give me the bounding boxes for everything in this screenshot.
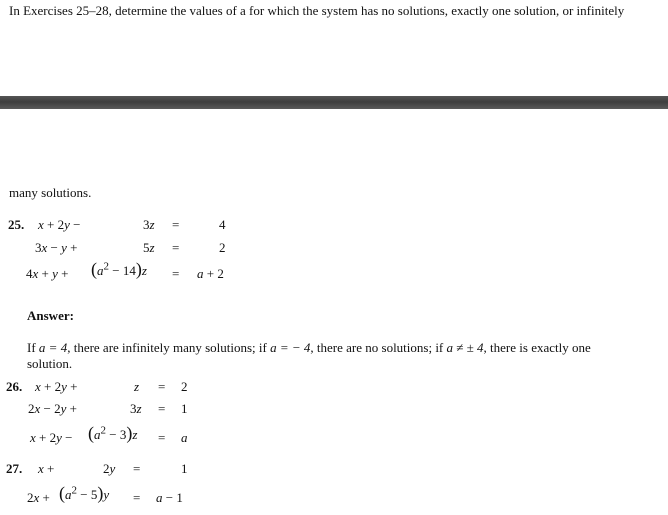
equals-sign: = bbox=[158, 401, 166, 416]
answer-condition: a = − 4 bbox=[270, 340, 311, 355]
equation-term: 2x + bbox=[27, 490, 50, 505]
equation-rhs: 1 bbox=[181, 461, 188, 476]
answer-segment: solution. bbox=[27, 356, 73, 371]
answer-segment: , there is exactly one bbox=[483, 340, 591, 355]
equation-term: 4x + y + bbox=[26, 266, 69, 281]
answer-label: Answer: bbox=[27, 308, 74, 323]
equals-sign: = bbox=[158, 430, 166, 445]
equation-rhs: a + 2 bbox=[197, 266, 224, 281]
continuation-text: many solutions. bbox=[9, 185, 92, 200]
exercise-number: 26. bbox=[6, 379, 23, 394]
equation-rhs: 4 bbox=[219, 217, 226, 232]
answer-segment: , there are infinitely many solutions; if bbox=[67, 340, 271, 355]
equation-term: 2y bbox=[103, 461, 116, 476]
equation-rhs: a − 1 bbox=[156, 490, 183, 505]
equation-term: x + bbox=[38, 461, 55, 476]
equals-sign: = bbox=[172, 240, 180, 255]
equation-rhs: 2 bbox=[181, 379, 188, 394]
equation-term: 3z bbox=[143, 217, 155, 232]
answer-condition: a = 4 bbox=[38, 340, 68, 355]
exercise-number: 27. bbox=[6, 461, 23, 476]
answer-text bbox=[27, 340, 591, 372]
equation-term: $(a^2 - 14)z$ bbox=[91, 259, 147, 279]
answer-segment: If bbox=[27, 340, 39, 355]
equation-term: $(a^2 - 3)z$ bbox=[88, 423, 138, 443]
equation-rhs: a bbox=[181, 430, 188, 445]
equals-sign: = bbox=[172, 217, 180, 232]
equation-term: z bbox=[134, 379, 140, 394]
equation-term: 3z bbox=[130, 401, 142, 416]
equals-sign: = bbox=[172, 266, 180, 281]
equals-sign: = bbox=[133, 461, 141, 476]
equals-sign: = bbox=[158, 379, 166, 394]
answer-condition: a ≠ ± 4 bbox=[446, 340, 484, 355]
exercise-number: 25. bbox=[8, 217, 25, 232]
equation-term: x + 2y − bbox=[30, 430, 73, 445]
equation-rhs: 2 bbox=[219, 240, 226, 255]
page-divider bbox=[0, 96, 668, 109]
equation-term: $(a^2 - 5)y$ bbox=[59, 483, 110, 503]
equation-term: x + 2y + bbox=[35, 379, 78, 394]
equation-term: 3x − y + bbox=[35, 240, 78, 255]
equation-term: 5z bbox=[143, 240, 155, 255]
equation-term: 2x − 2y + bbox=[28, 401, 77, 416]
equals-sign: = bbox=[133, 490, 141, 505]
answer-segment: , there are no solutions; if bbox=[310, 340, 447, 355]
equation-rhs: 1 bbox=[181, 401, 188, 416]
intro-text: In Exercises 25–28, determine the values of a for which the system has no solutions, exactly one solution, or infinitely bbox=[9, 3, 625, 18]
equation-term: x + 2y − bbox=[38, 217, 81, 232]
